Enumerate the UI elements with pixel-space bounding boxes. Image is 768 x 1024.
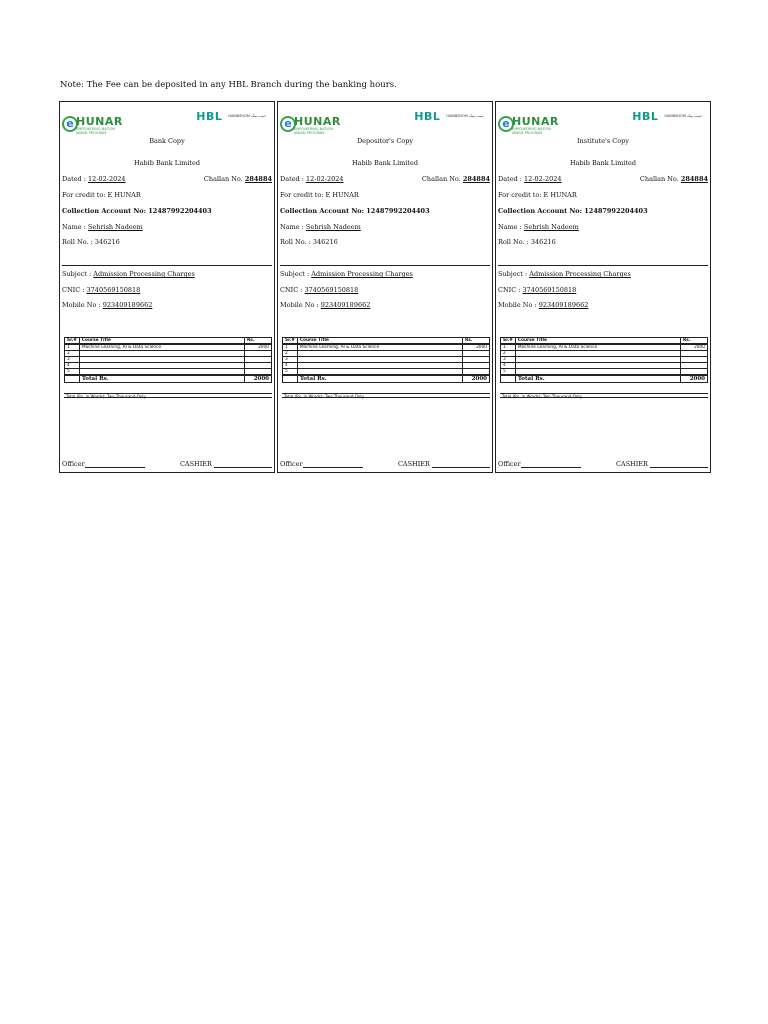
fee-note: Note: The Fee can be deposited in any HBL Branch during the banking hours. (60, 80, 397, 90)
hbl-logo (632, 108, 702, 124)
challan-copy-depositor (277, 101, 493, 473)
collection-account: Collection Account No: 12487992204403 (498, 207, 648, 215)
student-name: Name : Sehrish Nadeem (498, 223, 579, 231)
table-row: 4 (65, 363, 272, 369)
bank-name: Habib Bank Limited (569, 159, 637, 167)
ehunar-e-icon: e (498, 116, 514, 132)
hbl-logo-subtext: HABIBSHOM حبیب بینک (446, 113, 484, 118)
collection-account: Collection Account No: 12487992204403 (280, 207, 430, 215)
challan-number: Challan No. 284884 (421, 175, 490, 183)
divider (62, 265, 272, 266)
ehunar-logo-text: HUNAR (294, 115, 341, 128)
total-row: Total Rs. 2000 (283, 375, 490, 383)
challan-number: Challan No. 284884 (203, 175, 272, 183)
dated: Dated : 12-02-2024 (280, 175, 344, 183)
hbl-logo-subtext: HABIBSHOM حبیب بینک (228, 113, 266, 118)
amount-in-words: Total (Rs. in Words): Two Thousand Only (500, 393, 708, 398)
copy-title: Depositor's Copy (356, 137, 414, 145)
student-name: Name : Sehrish Nadeem (280, 223, 361, 231)
ehunar-e-icon: e (62, 116, 78, 132)
credit-to: For credit to: E HUNAR (62, 191, 141, 199)
table-row: 1 Machine Learning, AI & Data Science 2000 (65, 344, 272, 351)
subject: Subject : Admission Processing Charges (62, 270, 195, 278)
divider (280, 265, 490, 266)
course-table (500, 337, 708, 383)
challan-number: Challan No. 284884 (639, 175, 708, 183)
dated: Dated : 12-02-2024 (498, 175, 562, 183)
cnic: CNIC : 3740569150818 (498, 286, 577, 294)
mobile: Mobile No : 923409189662 (280, 301, 371, 309)
divider (498, 265, 708, 266)
bank-name: Habib Bank Limited (133, 159, 201, 167)
signature-line (521, 461, 581, 468)
cnic: CNIC : 3740569150818 (62, 286, 141, 294)
signature-line (85, 461, 145, 468)
copy-title: Institute's Copy (577, 137, 629, 145)
ehunar-logo-text: HUNAR (512, 115, 559, 128)
table-header-row: Sr.# Course Title Rs. (501, 338, 708, 345)
ehunar-logo (280, 114, 341, 136)
table-row: 2 (501, 351, 708, 357)
table-row: 2 (65, 351, 272, 357)
table-row: 3 (65, 357, 272, 363)
hbl-logo-text: HBL (414, 109, 441, 123)
course-table (64, 337, 272, 383)
dated: Dated : 12-02-2024 (62, 175, 126, 183)
ehunar-logo-text: HUNAR (76, 115, 123, 128)
table-row: 1 Machine Learning, AI & Data Science 2000 (501, 344, 708, 351)
roll-number: Roll No. : 346216 (280, 238, 338, 246)
student-name: Name : Sehrish Nadeem (62, 223, 143, 231)
signature-line (432, 461, 490, 468)
officer-signature: Officer (62, 460, 145, 468)
credit-to: For credit to: E HUNAR (498, 191, 577, 199)
cnic: CNIC : 3740569150818 (280, 286, 359, 294)
cashier-signature: CASHIER (180, 460, 272, 468)
course-table (282, 337, 490, 383)
ehunar-e-icon: e (280, 116, 296, 132)
challan-copies (59, 101, 712, 475)
roll-number: Roll No. : 346216 (498, 238, 556, 246)
subject: Subject : Admission Processing Charges (280, 270, 413, 278)
table-row: 4 (501, 363, 708, 369)
hbl-logo-text: HBL (632, 109, 659, 123)
challan-copy-bank (59, 101, 275, 473)
total-row: Total Rs. 2000 (501, 375, 708, 383)
mobile: Mobile No : 923409189662 (62, 301, 153, 309)
officer-signature: Officer (498, 460, 581, 468)
hbl-logo (196, 108, 266, 124)
ehunar-logo (498, 114, 559, 136)
roll-number: Roll No. : 346216 (62, 238, 120, 246)
credit-to: For credit to: E HUNAR (280, 191, 359, 199)
bank-name: Habib Bank Limited (351, 159, 419, 167)
total-row: Total Rs. 2000 (65, 375, 272, 383)
ehunar-logo (62, 114, 123, 136)
subject: Subject : Admission Processing Charges (498, 270, 631, 278)
table-header-row: Sr.# Course Title Rs. (283, 338, 490, 345)
copy-title: Bank Copy (149, 137, 185, 145)
signature-line (303, 461, 363, 468)
table-row: 4 (283, 363, 490, 369)
hbl-logo-text: HBL (196, 109, 223, 123)
amount-in-words: Total (Rs. in Words): Two Thousand Only (282, 393, 490, 398)
cashier-signature: CASHIER (616, 460, 708, 468)
table-row: 2 (283, 351, 490, 357)
hbl-logo-subtext: HABIBSHOM حبیب بینک (664, 113, 702, 118)
collection-account: Collection Account No: 12487992204403 (62, 207, 212, 215)
amount-in-words: Total (Rs. in Words): Two Thousand Only (64, 393, 272, 398)
officer-signature: Officer (280, 460, 363, 468)
signature-line (650, 461, 708, 468)
table-row: 3 (283, 357, 490, 363)
ehunar-logo-subtext: EMPOWERING NATION JAWAN PROGRAM (76, 127, 115, 135)
cashier-signature: CASHIER (398, 460, 490, 468)
table-header-row: Sr.# Course Title Rs. (65, 338, 272, 345)
table-row: 5 (283, 369, 490, 376)
challan-copy-institute (495, 101, 711, 473)
table-row: 5 (65, 369, 272, 376)
ehunar-logo-subtext: EMPOWERING NATION JAWAN PROGRAM (512, 127, 551, 135)
table-row: 1 Machine Learning, AI & Data Science 2000 (283, 344, 490, 351)
ehunar-logo-subtext: EMPOWERING NATION JAWAN PROGRAM (294, 127, 333, 135)
table-row: 5 (501, 369, 708, 376)
signature-line (214, 461, 272, 468)
hbl-logo (414, 108, 484, 124)
table-row: 3 (501, 357, 708, 363)
mobile: Mobile No : 923409189662 (498, 301, 589, 309)
